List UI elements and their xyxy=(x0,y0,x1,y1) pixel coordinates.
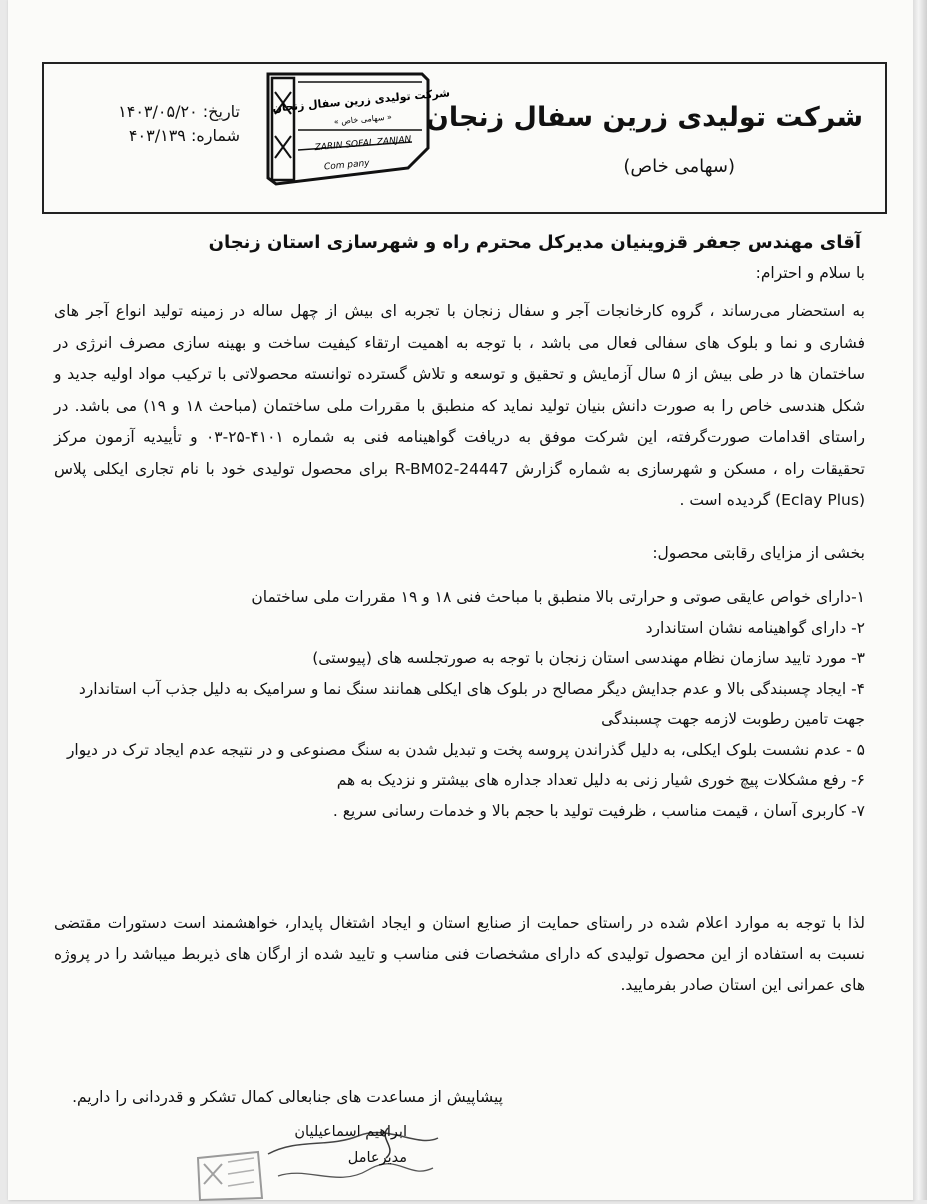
advantage-item: ۱-دارای خواص عایقی صوتی و حرارتی بالا منطبق با مباحث فنی ۱۸ و ۱۹ مقررات ملی ساختمان xyxy=(251,588,865,606)
svg-text:Com pany: Com pany xyxy=(323,158,370,173)
signer-title: مدیرعامل xyxy=(347,1150,407,1166)
svg-text:« سهامی خاص »: « سهامی خاص » xyxy=(333,112,393,127)
closing-paragraph: لذا با توجه به موارد اعلام شده در راستای حمایت از صنایع استان و ایجاد اشتغال پایدار، خواهشمند است دستورات مقتضی نسبت به استفاده از این محصول تولیدی که دارای مشخصات فنی مناسب و تایید شده از ارگان های ذیربط میباشد را در پروژه های عمرانی این استان صادر بفرمایید. xyxy=(54,914,865,994)
advantage-item: ۶- رفع مشکلات پیچ خوری شیار زنی به دلیل تعداد جداره های بیشتر و نزدیک به هم xyxy=(336,771,865,789)
date-row xyxy=(90,100,240,124)
svg-text:ZARIN SOFAL ZANJAN: ZARIN SOFAL ZANJAN xyxy=(314,134,412,154)
advantages-heading: بخشی از مزایای رقابتی محصول: xyxy=(652,544,865,562)
signer-name: ابراهیم اسماعیلیان xyxy=(294,1124,407,1140)
advantage-item: ۷- کاربری آسان ، قیمت مناسب ، ظرفیت تولید با حجم بالا و خدمات رسانی سریع . xyxy=(332,801,865,820)
company-name: شرکت تولیدی زرین سفال زنجان xyxy=(425,102,863,133)
letter-page xyxy=(8,0,913,1200)
greeting: با سلام و احترام: xyxy=(755,264,865,282)
page-edge xyxy=(913,0,927,1200)
body-paragraph: به استحضار می‌رساند ، گروه کارخانجات آجر و سفال زنجان با تجربه ای بیش از چهل ساله در زمینه تولید انواع آجر های فشاری و نما و بلوک های سفالی فعال می باشد ، با توجه به اهمیت ارتقاء کیفیت ساخت و بهینه سازی مصرف انرژی در ساختمان ها در طی بیش از ۵ سال آزمایش و تحقیق و توسعه و تلاش گسترده توانسته محصولاتی با ترکیب مواد اولیه جدید و شکل هندسی خاص را به صورت دانش بنیان تولید نماید که منطبق با مقررات ملی ساختمان (مباحث ۱۸ و ۱۹) می باشد. در راستای اقدامات صورت‌گرفته، این شرکت موفق به دریافت گواهینامه فنی به شماره ۴۱۰۱-۲۵-۰۳ و تأییدیه آزمون مرکز تحقیقات راه ، مسکن و شهرسازی به شماره گزارش R-BM02-24447 برای محصول تولیدی خود با نام تجاری ایکلی پلاس (Eclay Plus) گردیده است . xyxy=(54,302,865,509)
number-value: ۴۰۳/۱۳۹ xyxy=(128,126,186,145)
advantage-item: ۴- ایجاد چسبندگی بالا و عدم جدایش دیگر مصالح در بلوک های ایکلی همانند سنگ نما و سرامیک به دلیل جذب آب استاندارد جهت تامین رطوبت لازمه جهت چسبندگی xyxy=(78,679,865,728)
letterhead xyxy=(42,62,887,214)
advantage-item: ۲- دارای گواهینامه نشان استاندارد xyxy=(645,618,865,637)
advantage-item: ۵ - عدم نشست بلوک ایکلی، به دلیل گذراندن پروسه پخت و تبدیل شدن به سنگ مصنوعی و در نتیجه عدم ایجاد ترک در دیوار xyxy=(66,740,865,759)
advantage-item: ۳- مورد تایید سازمان نظام مهندسی استان زنجان با توجه به صورتجلسه های (پیوستی) xyxy=(312,649,865,667)
company-logo xyxy=(262,70,451,188)
thanks-line: پیشاپیش از مساعدت های جنابعالی کمال تشکر و قدردانی را داریم. xyxy=(72,1088,503,1106)
letter-meta xyxy=(90,100,240,148)
recipient-line: آقای مهندس جعفر قزوینیان مدیرکل محترم راه و شهرسازی استان زنجان xyxy=(208,232,861,253)
date-value: ۱۴۰۳/۰۵/۲۰ xyxy=(118,102,198,121)
date-label: تاریخ: xyxy=(202,102,240,121)
advantages-list xyxy=(54,582,865,826)
svg-text:شرکت تولیدی زرین سفال زنجان: شرکت تولیدی زرین سفال زنجان xyxy=(271,86,451,115)
number-row xyxy=(90,124,240,148)
company-type: (سهامی خاص) xyxy=(623,156,735,177)
number-label: شماره: xyxy=(190,126,240,145)
